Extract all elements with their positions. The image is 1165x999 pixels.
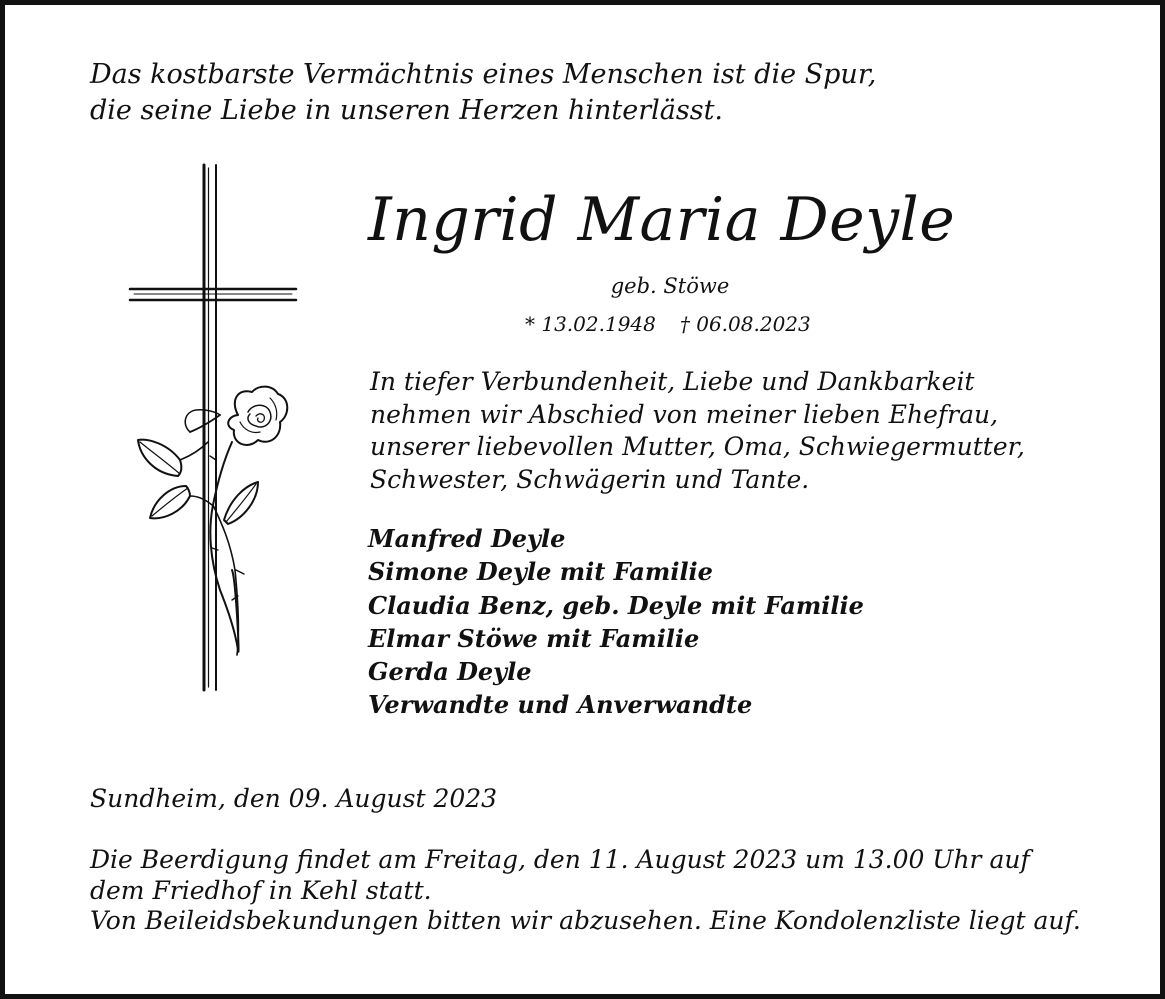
message-line: In tiefer Verbundenheit, Liebe und Dankbarkeit xyxy=(370,367,975,396)
mourner-name: Claudia Benz, geb. Deyle mit Familie xyxy=(368,590,864,620)
mourner-name: Manfred Deyle xyxy=(368,524,566,553)
funeral-line: dem Friedhof in Kehl statt. xyxy=(90,875,432,905)
funeral-info xyxy=(90,845,1081,937)
funeral-line: Die Beerdigung findet am Freitag, den 11. August 2023 um 13.00 Uhr auf xyxy=(90,845,1030,874)
place-and-date: Sundheim, den 09. August 2023 xyxy=(90,784,498,813)
life-dates xyxy=(525,310,811,338)
mourner-name: Elmar Stöwe mit Familie xyxy=(368,623,700,653)
motto-quote xyxy=(90,57,876,129)
mourner-name: Verwandte und Anverwandte xyxy=(368,690,753,720)
mourner-name: Simone Deyle mit Familie xyxy=(368,557,713,587)
message-line: nehmen wir Abschied von meiner lieben Ehefrau, xyxy=(370,399,999,429)
mourners-list xyxy=(368,522,864,722)
birth-date: * 13.02.1948 xyxy=(525,312,656,336)
message-line: unserer liebevollen Mutter, Oma, Schwiegermutter, xyxy=(370,432,1025,461)
motto-line-1: Das kostbarste Vermächtnis eines Menschen ist die Spur, xyxy=(90,59,877,90)
death-date: † 06.08.2023 xyxy=(679,312,811,336)
message-line: Schwester, Schwägerin und Tante. xyxy=(370,464,810,494)
funeral-line: Von Beileidsbekundungen bitten wir abzusehen. Eine Kondolenzliste liegt auf. xyxy=(90,906,1081,935)
motto-line-2: die seine Liebe in unseren Herzen hinterlässt. xyxy=(90,95,723,126)
deceased-name: Ingrid Maria Deyle xyxy=(368,185,956,255)
maiden-name: geb. Stöwe xyxy=(610,274,730,298)
cross-with-rose-icon xyxy=(120,160,310,695)
mourner-name: Gerda Deyle xyxy=(368,657,532,687)
farewell-message xyxy=(370,366,1025,496)
